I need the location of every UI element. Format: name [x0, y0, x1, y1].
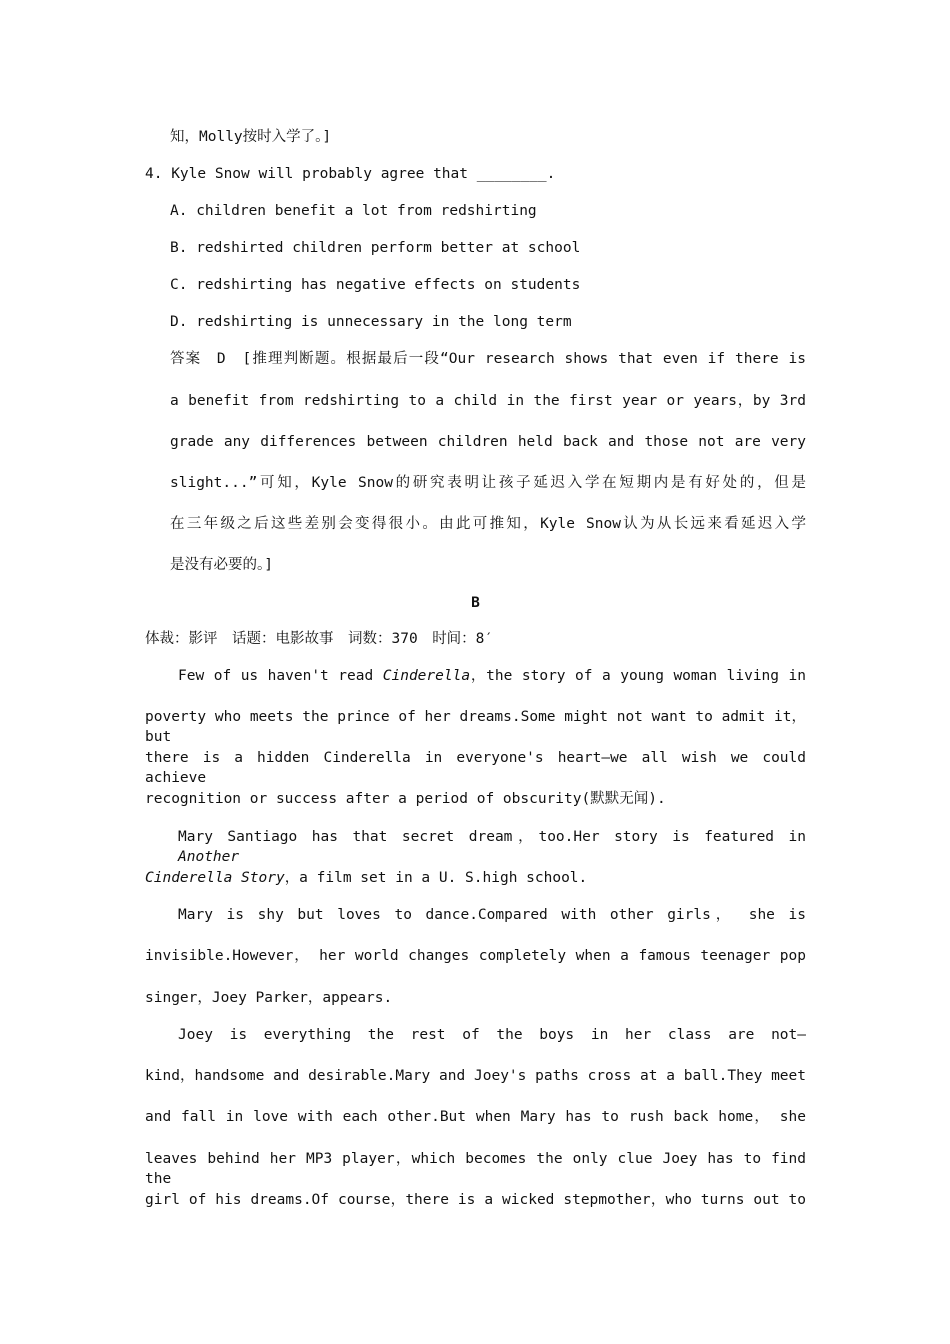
passage-line: poverty who meets the prince of her dreams.Some might not want to admit it，but — [145, 709, 806, 745]
option-d: D. redshirting is unnecessary in the long term — [170, 314, 572, 330]
section-meta: 体裁：影评 话题：电影故事 词数：370 时间：8′ — [145, 631, 494, 647]
passage-line: girl of his dreams.Of course，there is a wicked stepmother，who turns out to — [145, 1192, 806, 1208]
option-c: C. redshirting has negative effects on students — [170, 277, 581, 293]
passage-line: singer，Joey Parker，appears. — [145, 990, 393, 1006]
option-a: A. children benefit a lot from redshirting — [170, 203, 537, 219]
passage-line: Cinderella Story，a film set in a U. S.high school. — [145, 870, 588, 886]
passage-line: Few of us haven't read Cinderella，the story of a young woman living in — [178, 668, 806, 684]
passage-line: Mary is shy but loves to dance.Compared with other girls， she is — [178, 907, 806, 923]
passage-line: recognition or success after a period of obscurity(默默无闻). — [145, 791, 666, 807]
answer-line: 答案 D [推理判断题。根据最后一段“Our research shows that even if there is — [170, 351, 806, 367]
section-heading: B — [471, 595, 480, 611]
title-another-cinderella-story: Another — [178, 849, 240, 865]
answer-line: 在三年级之后这些差别会变得很小。由此可推知，Kyle Snow认为从长远来看延迟入学 — [170, 516, 806, 532]
question-stem: 4. Kyle Snow will probably agree that ________. — [145, 166, 556, 182]
passage-line: invisible.However， her world changes completely when a famous teenager pop — [145, 948, 806, 964]
passage-line: Joey is everything the rest of the boys in her class are not— — [178, 1027, 806, 1043]
option-b: B. redshirted children perform better at school — [170, 240, 581, 256]
passage-line: and fall in love with each other.But when Mary has to rush back home， she — [145, 1109, 806, 1125]
answer-line: 是没有必要的。] — [170, 557, 273, 573]
answer-line: slight...”可知，Kyle Snow的研究表明让孩子延迟入学在短期内是有好处的，但是 — [170, 475, 806, 491]
passage-line: Mary Santiago has that secret dream，too.Her story is featured in Another — [178, 829, 806, 865]
passage-line: leaves behind her MP3 player，which becomes the only clue Joey has to find the — [145, 1151, 806, 1187]
title-another-cinderella-story: Cinderella Story — [145, 870, 285, 886]
previous-explanation-tail: 知，Molly按时入学了。] — [170, 129, 332, 145]
answer-line: grade any differences between children held back and those not are very — [170, 434, 806, 450]
answer-line: a benefit from redshirting to a child in the first year or years，by 3rd — [170, 393, 806, 409]
passage-line: kind，handsome and desirable.Mary and Joey's paths cross at a ball.They meet — [145, 1068, 806, 1084]
title-cinderella: Cinderella — [382, 668, 471, 684]
passage-line: there is a hidden Cinderella in everyone's heart—we all wish we could achieve — [145, 750, 806, 786]
